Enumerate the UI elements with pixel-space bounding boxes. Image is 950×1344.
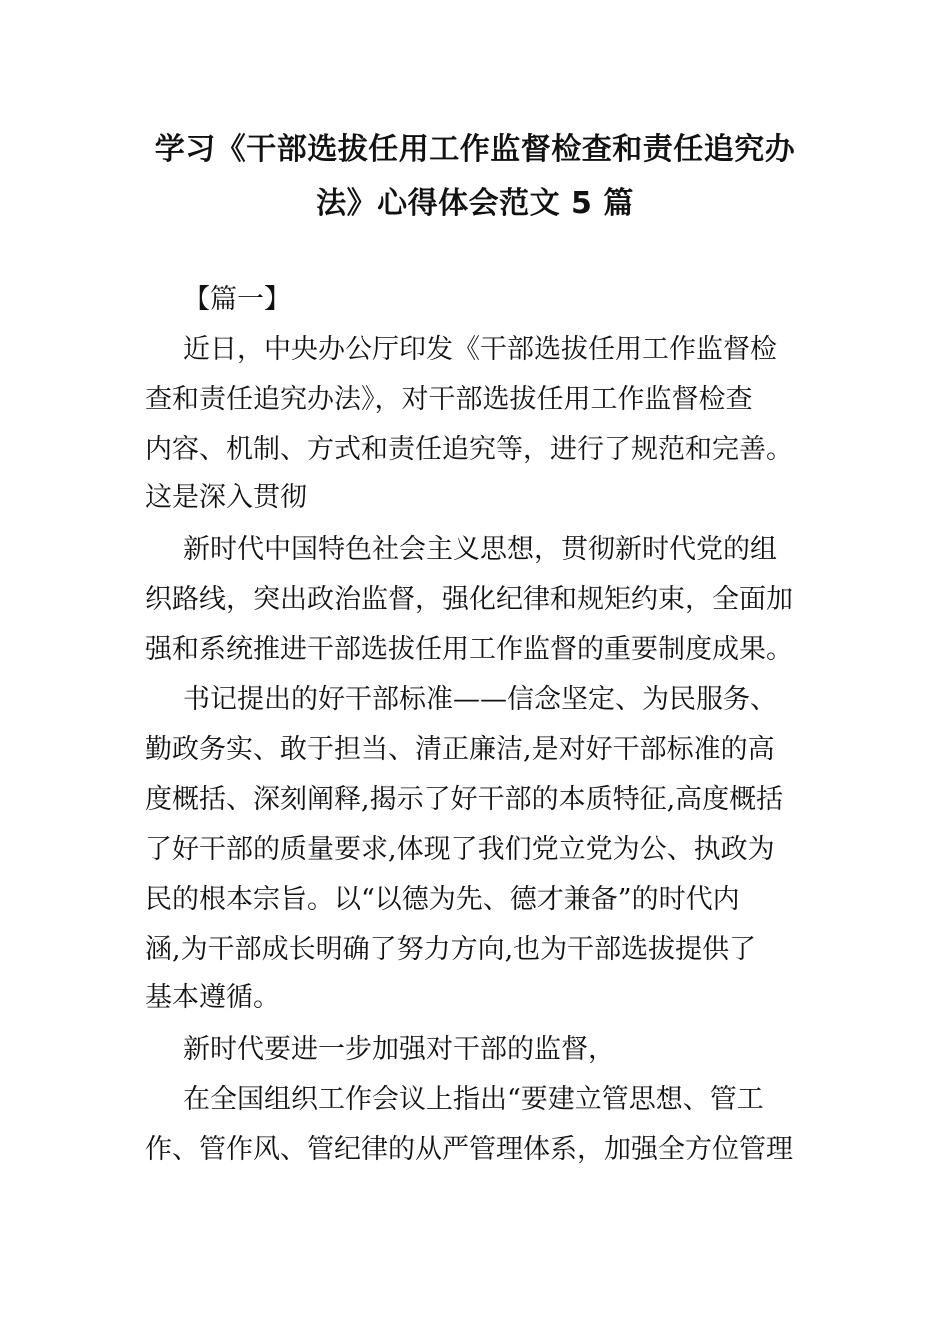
- paragraph-line: 织路线，突出政治监督，强化纪律和规矩约束，全面加: [145, 584, 793, 615]
- paragraph-line: 作、管作风、管纪律的从严管理体系，加强全方位管理: [145, 1134, 793, 1165]
- paragraph-line: 民的根本宗旨。以“以德为先、德才兼备”的时代内: [145, 884, 740, 915]
- paragraph-line: 这是深入贯彻: [145, 482, 307, 513]
- paragraph-line: 在全国组织工作会议上指出“要建立管思想、管工: [183, 1084, 764, 1115]
- paragraph-line: 勤政务实、敢于担当、清正廉洁,是对好干部标准的高: [145, 734, 775, 765]
- paragraph-line: 新时代中国特色社会主义思想，贯彻新时代党的组: [183, 534, 777, 565]
- section-label: 【篇一】: [183, 284, 291, 315]
- paragraph-line: 新时代要进一步加强对干部的监督，: [183, 1034, 615, 1065]
- paragraph-line: 书记提出的好干部标准——信念坚定、为民服务、: [183, 684, 777, 715]
- paragraph-line: 查和责任追究办法》，对干部选拔任用工作监督检查: [145, 384, 753, 415]
- document-title-line-2: 法》心得体会范文 5 篇: [316, 186, 634, 221]
- paragraph-line: 了好干部的质量要求,体现了我们党立党为公、执政为: [145, 834, 775, 865]
- paragraph-line: 内容、机制、方式和责任追究等，进行了规范和完善。: [145, 434, 793, 465]
- document-title-line-1: 学习《干部选拔任用工作监督检查和责任追究办: [154, 132, 796, 167]
- paragraph-line: 近日，中央办公厅印发《干部选拔任用工作监督检: [183, 334, 777, 365]
- paragraph-line: 度概括、深刻阐释,揭示了好干部的本质特征,高度概括: [145, 784, 784, 815]
- paragraph-line: 基本遵循。: [145, 982, 280, 1013]
- paragraph-line: 涵,为干部成长明确了努力方向,也为干部选拔提供了: [145, 934, 757, 965]
- paragraph-line: 强和系统推进干部选拔任用工作监督的重要制度成果。: [145, 634, 793, 665]
